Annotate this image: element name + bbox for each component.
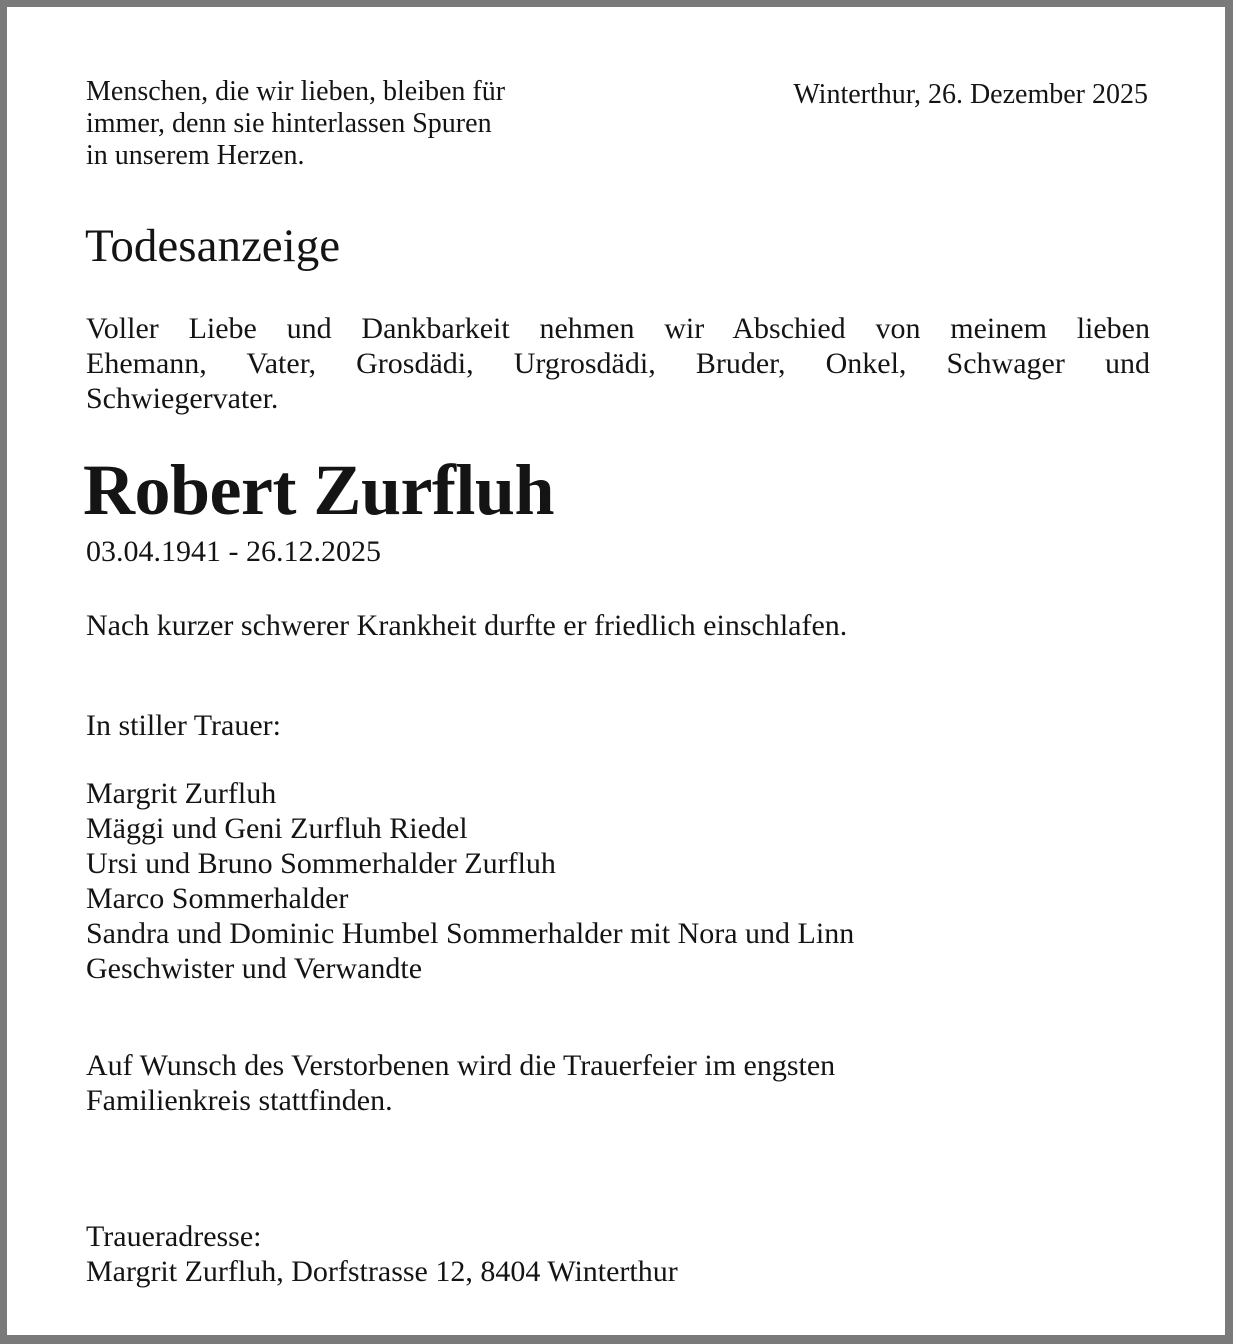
mourning-address-label: Traueradresse: (86, 1220, 262, 1253)
quote-line: in unserem Herzen. (86, 140, 305, 171)
mourning-label: In stiller Trauer: (86, 709, 281, 742)
funeral-line: Auf Wunsch des Verstorbenen wird die Trauerfeier im engsten (86, 1049, 836, 1082)
birth-death-dates: 03.04.1941 - 26.12.2025 (86, 535, 381, 568)
mourner-line: Mäggi und Geni Zurfluh Riedel (86, 812, 468, 845)
place-date-line: Winterthur, 26. Dezember 2025 (793, 79, 1148, 110)
mourner-line: Margrit Zurfluh (86, 777, 277, 810)
intro-line: Schwiegervater. (86, 382, 279, 415)
mourner-line: Marco Sommerhalder (86, 882, 349, 915)
mourning-address-block (86, 1219, 678, 1289)
intro-paragraph (86, 311, 1150, 416)
mourner-line: Sandra und Dominic Humbel Sommerhalder mit Nora und Linn (86, 917, 855, 950)
intro-line: Voller Liebe und Dankbarkeit nehmen wir Abschied von meinem lieben (86, 312, 1150, 345)
mourner-line: Geschwister und Verwandte (86, 952, 423, 985)
mourners-list (86, 776, 854, 986)
funeral-line: Familienkreis stattfinden. (86, 1084, 393, 1117)
funeral-info-paragraph (86, 1048, 835, 1118)
memorial-quote (86, 76, 505, 172)
quote-line: Menschen, die wir lieben, bleiben für (86, 76, 506, 107)
mourner-line: Ursi und Bruno Sommerhalder Zurfluh (86, 847, 556, 880)
deceased-name-heading: Robert Zurfluh (83, 450, 555, 530)
quote-line: immer, denn sie hinterlassen Spuren (86, 108, 492, 139)
mourning-address: Margrit Zurfluh, Dorfstrasse 12, 8404 Winterthur (86, 1255, 678, 1288)
intro-line: Ehemann, Vater, Grosdädi, Urgrosdädi, Bruder, Onkel, Schwager und (86, 347, 1150, 380)
death-circumstances-line: Nach kurzer schwerer Krankheit durfte er friedlich einschlafen. (86, 609, 848, 642)
notice-type-heading: Todesanzeige (85, 220, 341, 272)
